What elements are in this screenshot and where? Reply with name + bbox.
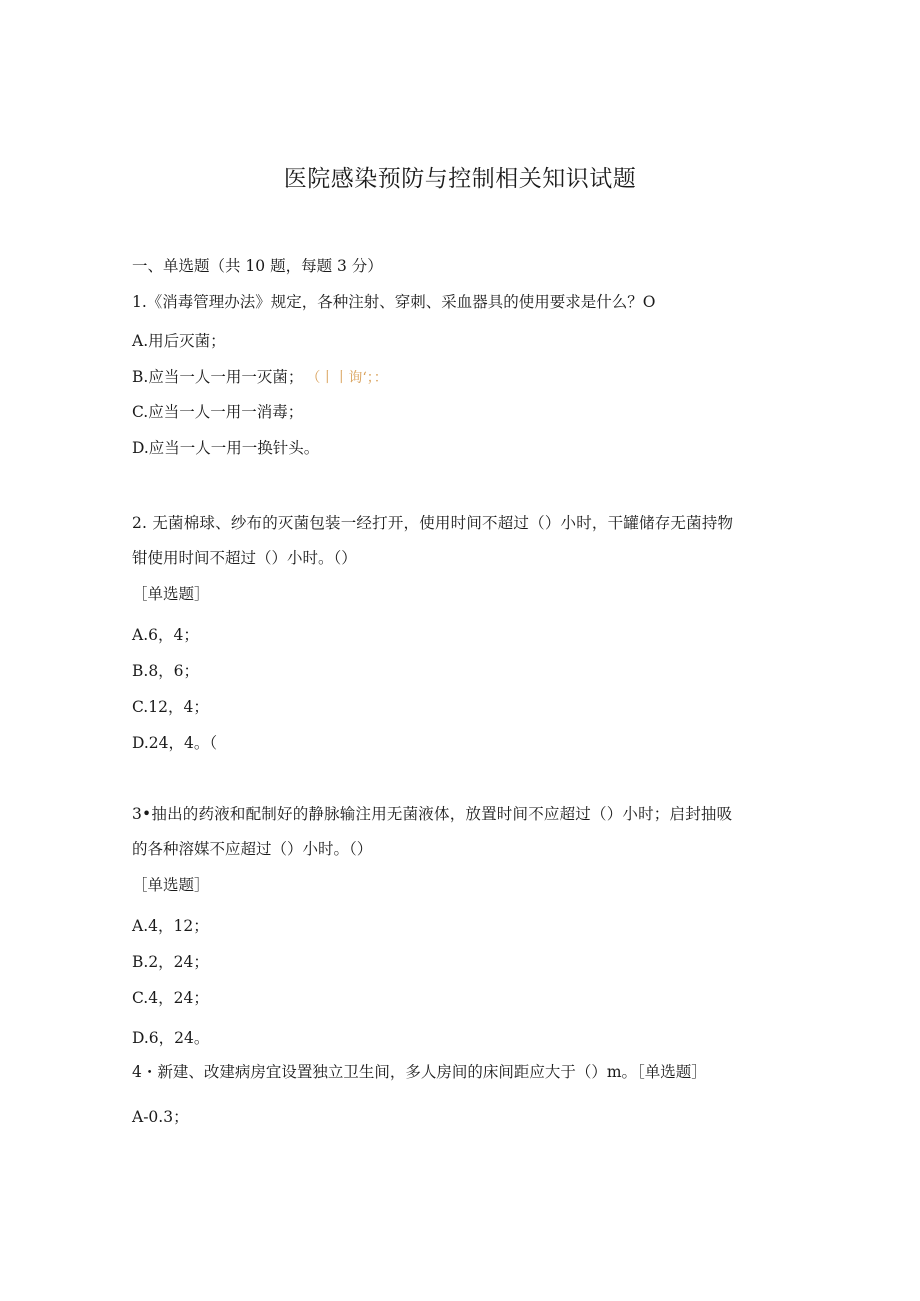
question-2-option-c: C.12，4；: [132, 698, 209, 716]
question-3-option-d: D.6，24。: [132, 1029, 210, 1047]
document-title: 医院感染预防与控制相关知识试题: [283, 166, 637, 192]
question-4-option-a: A-0.3；: [132, 1108, 189, 1126]
question-4-text: 4・新建、改建病房宜设置独立卫生间，多人房间的床间距应大于（）m。［单选题］: [132, 1063, 707, 1081]
question-1-text: 1.《消毒管理办法》规定，各种注射、穿刺、采血器具的使用要求是什么？O: [132, 293, 656, 311]
question-3-text-line-2: 的各种溶媒不应超过（）小时。（）: [132, 840, 373, 858]
question-1-option-a: A.用后灭菌；: [132, 332, 226, 350]
question-2-option-b: B.8，6；: [132, 662, 200, 680]
question-1-option-b: B.应当一人一用一灭菌；: [132, 368, 304, 386]
question-2-text-line-1: 2. 无菌棉球、纱布的灭菌包装一经打开，使用时间不超过（）小时，干罐储存无菌持物: [132, 514, 734, 532]
question-1-option-b-row: [132, 367, 388, 388]
question-3-type-tag: ［单选题］: [132, 876, 210, 894]
question-1-option-d: D.应当一人一用一换针头。: [132, 439, 320, 457]
question-1-option-c: C.应当一人一用一消毒；: [132, 403, 304, 421]
question-3-option-a: A.4，12；: [132, 917, 209, 935]
marginal-note: （丨丨询‘；：: [313, 370, 388, 386]
question-3-option-c: C.4，24；: [132, 989, 209, 1007]
section-heading: 一、单选题（共 10 题，每题 3 分）: [132, 257, 383, 275]
question-3-text-line-1: 3•抽出的药液和配制好的静脉输注用无菌液体，放置时间不应超过（）小时；启封抽吸: [132, 805, 733, 823]
question-2-option-a: A.6，4；: [132, 626, 199, 644]
question-2-option-d: D.24，4。（: [132, 734, 218, 752]
question-3-option-b: B.2，24；: [132, 953, 209, 971]
question-2-text-line-2: 钳使用时间不超过（）小时。（）: [132, 549, 357, 567]
question-2-type-tag: ［单选题］: [132, 585, 210, 603]
